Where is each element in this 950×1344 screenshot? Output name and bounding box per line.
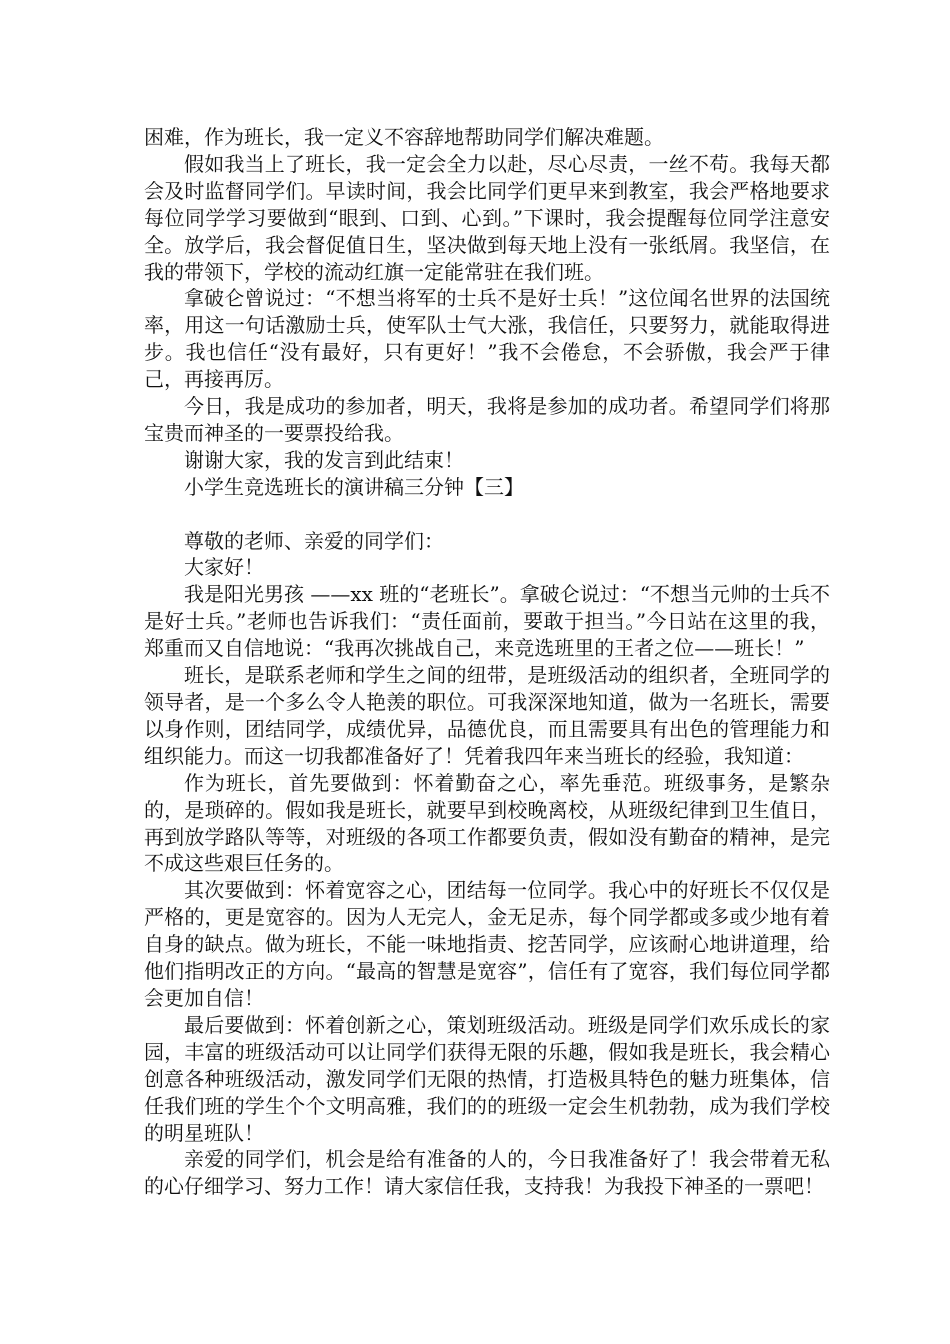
paragraph: 其次要做到：怀着宽容之心，团结每一位同学。我心中的好班长不仅仅是严格的，更是宽容的。因为人无完人，金无足赤，每个同学都或多或少地有着自身的缺点。做为班长，不能一味地指责、挖苦同学，应该耐心地讲道理，给他们指明改正的方向。“最高的智慧是宽容”，信任有了宽容，我们每位同学都会更加自信！ <box>144 878 830 1010</box>
paragraph: 作为班长，首先要做到：怀着勤奋之心，率先垂范。班级事务，是繁杂的，是琐碎的。假如我是班长，就要早到校晚离校，从班级纪律到卫生值日，再到放学路队等等，对班级的各项工作都要负责，假如没有勤奋的精神，是完不成这些艰巨任务的。 <box>144 770 830 876</box>
paragraph: 谢谢大家，我的发言到此结束！ <box>184 447 464 472</box>
greeting: 大家好！ <box>184 555 264 580</box>
document-body <box>144 124 830 1200</box>
paragraph: 困难，作为班长，我一定义不容辞地帮助同学们解决难题。 <box>144 125 664 149</box>
section-heading: 小学生竞选班长的演讲稿三分钟【三】 <box>184 474 524 499</box>
paragraph: 班长，是联系老师和学生之间的纽带，是班级活动的组织者，全班同学的领导者，是一个多么令人艳羡的职位。可我深深地知道，做为一名班长，需要以身作则，团结同学，成绩优异，品德优良，而且需要具有出色的管理能力和组织能力。而这一切我都准备好了！凭着我四年来当班长的经验，我知道： <box>144 663 830 768</box>
paragraph: 亲爱的同学们，机会是给有准备的人的，今日我准备好了！我会带着无私的心仔细学习、努力工作！请大家信任我，支持我！为我投下神圣的一票吧！ <box>144 1147 830 1199</box>
paragraph: 假如我当上了班长，我一定会全力以赴，尽心尽责，一丝不苟。我每天都会及时监督同学们。早读时间，我会比同学们更早来到教室，我会严格地要求每位同学学习要做到“眼到、口到、心到。”下课时，我会提醒每位同学注意安全。放学后，我会督促值日生，坚决做到每天地上没有一张纸屑。我坚信，在我的带领下，学校的流动红旗一定能常驻在我们班。 <box>144 151 830 284</box>
salutation: 尊敬的老师、亲爱的同学们： <box>184 528 444 553</box>
blank-line <box>144 501 830 528</box>
paragraph: 拿破仑曾说过：“不想当将军的士兵不是好士兵！”这位闻名世界的法国统率，用这一句话激励士兵，使军队士气大涨，我信任，只要努力，就能取得进步。我也信任“没有最好，只有更好！”我不会倦怠，不会骄傲，我会严于律己，再接再厉。 <box>144 286 830 392</box>
paragraph: 我是阳光男孩 ——xx 班的“老班长”。拿破仑说过：“不想当元帅的士兵不是好士兵。”老师也告诉我们：“责任面前，要敢于担当。”今日站在这里的我，郑重而又自信地说：“我再次挑战自己，来竞选班里的王者之位——班长！” <box>144 582 830 661</box>
paragraph: 最后要做到：怀着创新之心，策划班级活动。班级是同学们欢乐成长的家园，丰富的班级活动可以让同学们获得无限的乐趣，假如我是班长，我会精心创意各种班级活动，激发同学们无限的热情，打造极具特色的魅力班集体，信任我们班的学生个个文明高雅，我们的的班级一定会生机勃勃，成为我们学校的明星班队！ <box>144 1012 830 1145</box>
paragraph: 今日，我是成功的参加者，明天，我将是参加的成功者。希望同学们将那宝贵而神圣的一要票投给我。 <box>144 394 830 445</box>
